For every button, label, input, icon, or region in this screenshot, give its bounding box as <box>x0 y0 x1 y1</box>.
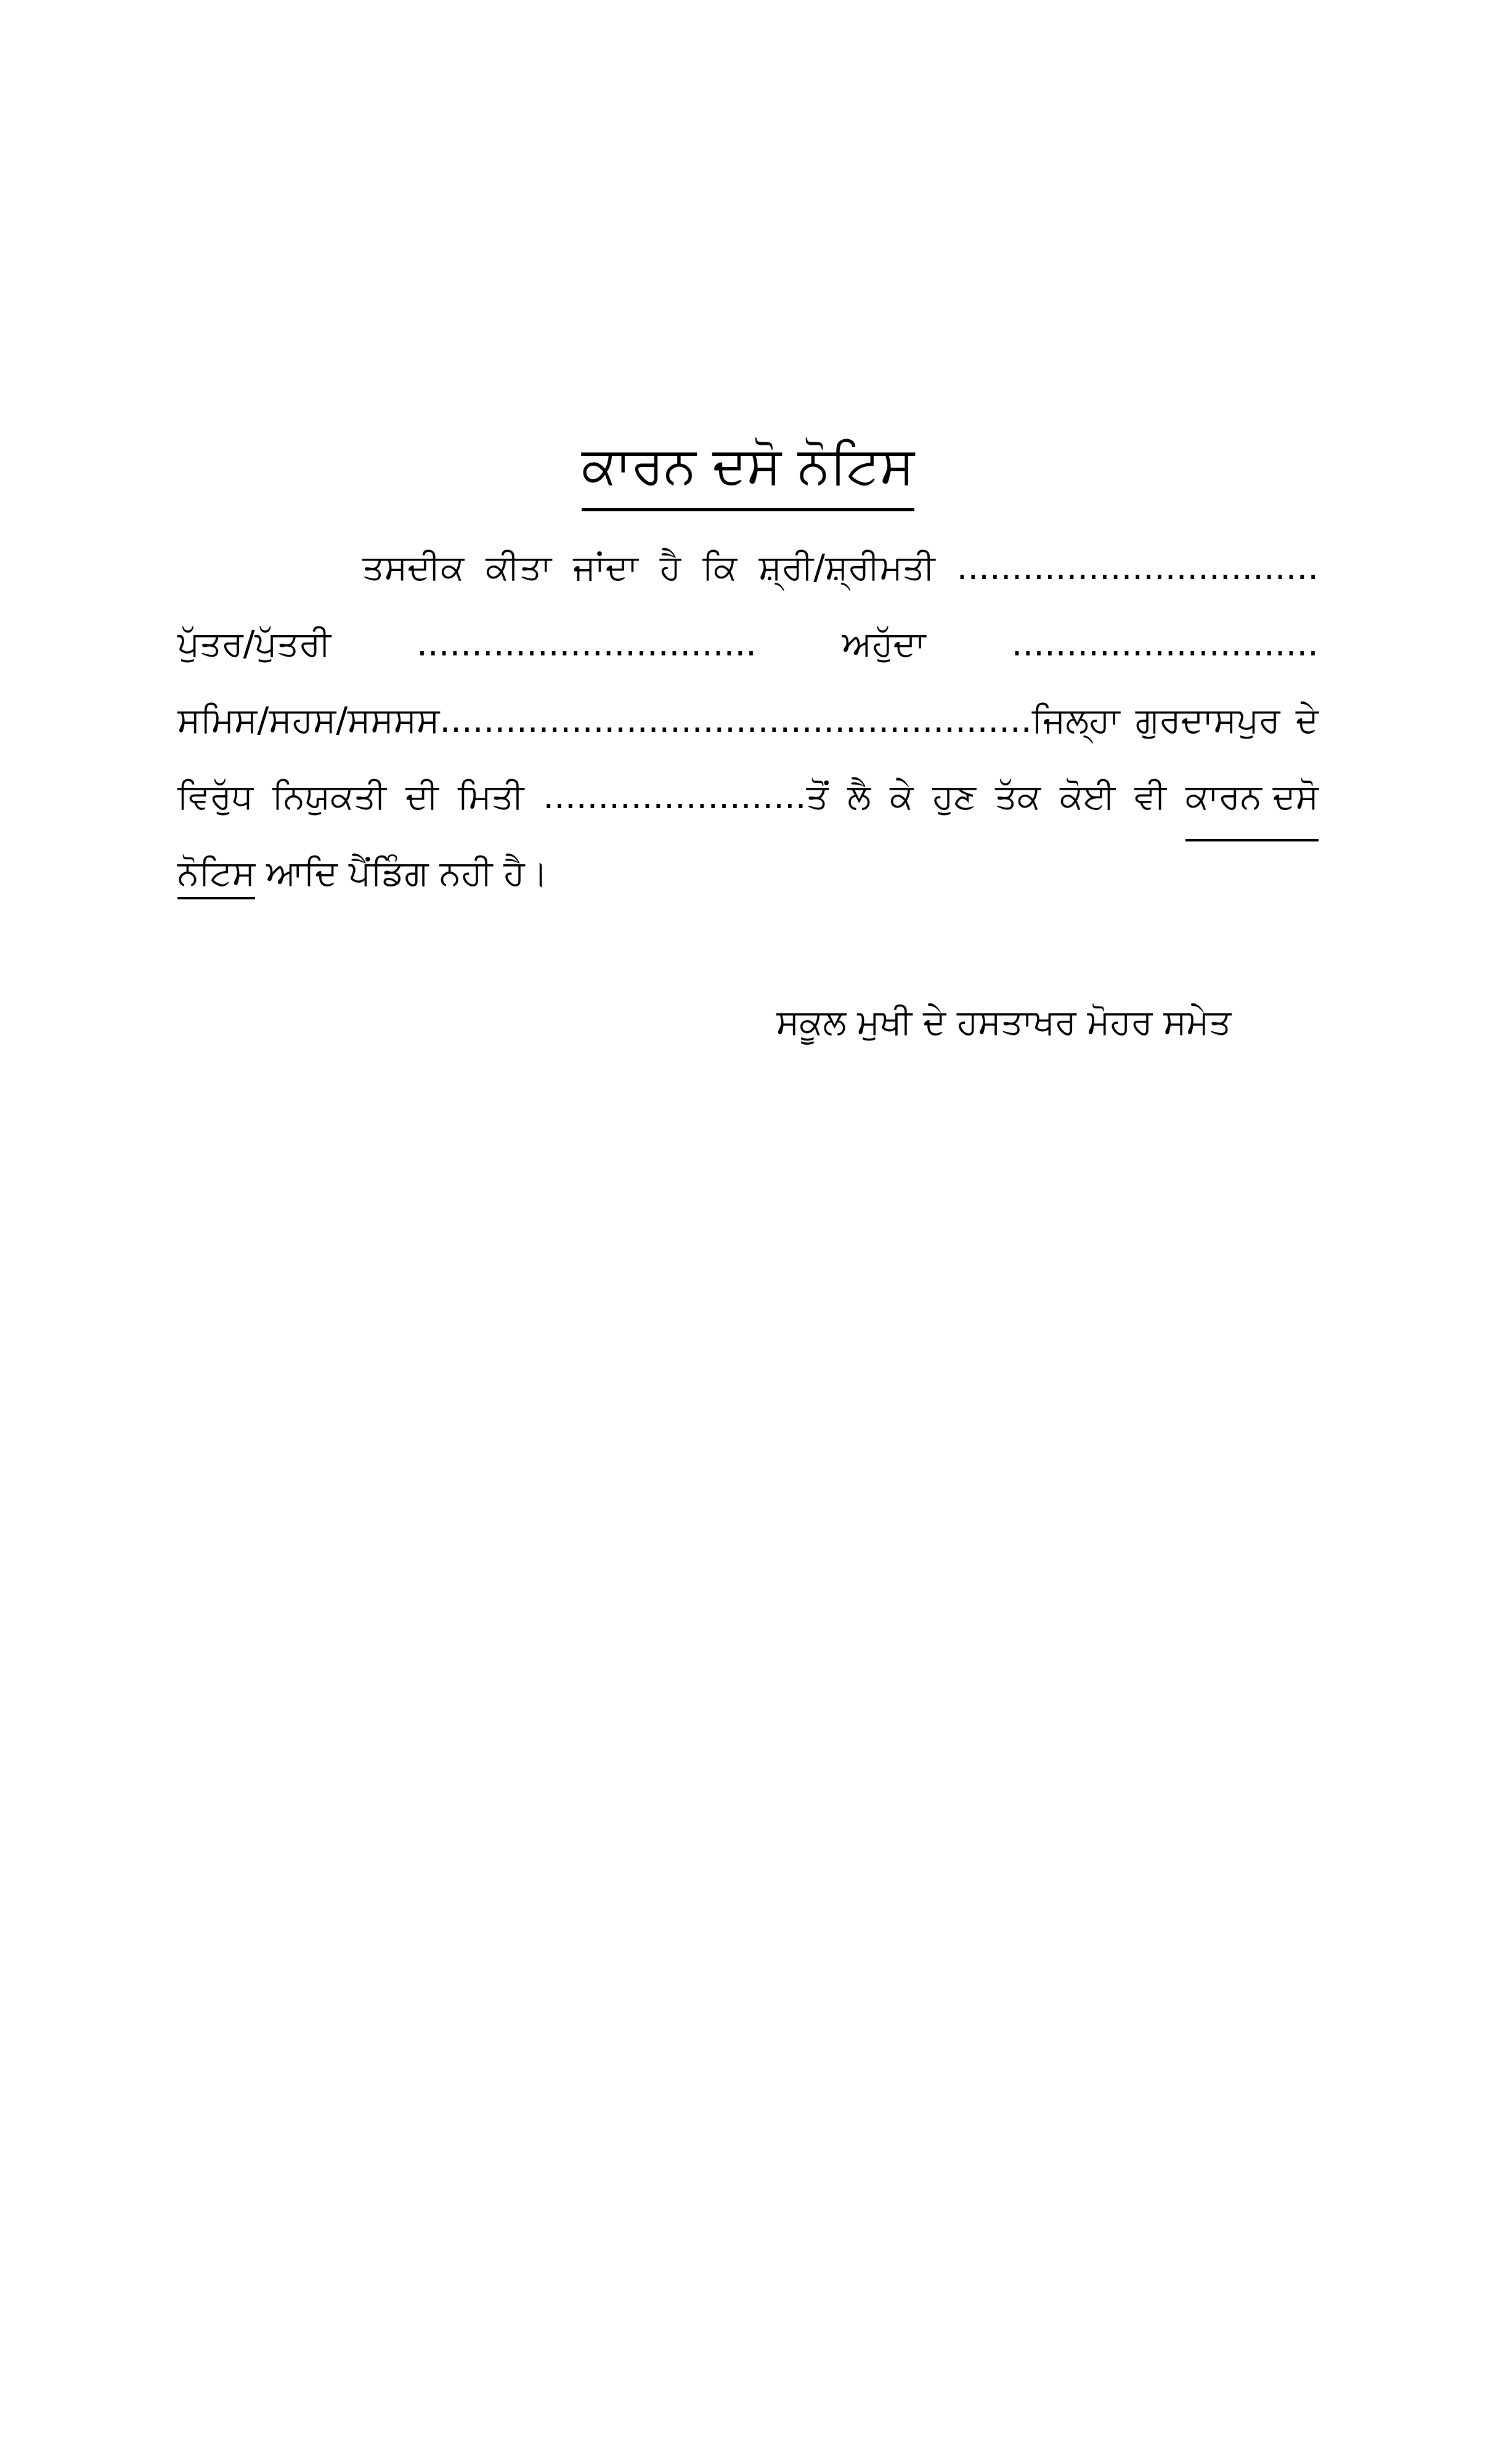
line2-word: ਪੁੱਤਰ/ਪੁੱਤਰੀ <box>177 624 331 664</box>
line4-word: ਹੁਣ <box>932 777 977 817</box>
body-line-5 <box>177 835 1319 912</box>
line1-word: ਸ਼੍ਰੀ/ਸ਼੍ਰੀਮਤੀ <box>758 548 935 588</box>
body-line-1 <box>177 530 1319 606</box>
line1-word: ਹੈ <box>659 548 681 588</box>
line4-word: ਵੀ <box>1134 777 1166 817</box>
line3-word: ਗੁਰਦਾਸਪੁਰ <box>1135 700 1280 740</box>
signature-line: ਸਕੂਲ ਮੁਖੀ ਦੇ ਹਸਤਾਖਰ ਮੋਹਰ ਸਮੇਤ <box>776 1002 1232 1042</box>
underlined-word: ਨੋਟਿਸ <box>177 853 255 899</box>
line4-word: ਮਿਤੀ <box>457 777 524 817</box>
line1-word: ਕਿ <box>702 548 738 588</box>
school-blank: ਸਮਿਸ/ਸਹਸ/ਸਸਸਸ......................................................ਜਿਲ੍ਹਾ <box>177 700 1120 740</box>
body-line-2 <box>177 606 1319 683</box>
body-line-4 <box>177 759 1319 835</box>
underlined-phrase: ਕਾਰਨ ਦਸੋ <box>1185 759 1319 841</box>
line1-word: ਜਾਂਦਾ <box>573 548 638 588</box>
line4-word: ਕੋਈ <box>1059 777 1116 817</box>
line4-word: ਲੈ <box>847 777 871 817</box>
line4-word: ਨਿਯੁਕਤੀ <box>272 777 387 817</box>
line3-word: ਦੇ <box>1295 700 1319 740</box>
line5-rest: ਆਦਿ ਪੈਂਡਿੰਗ ਨਹੀ ਹੈ। <box>266 853 548 893</box>
line4-word: ਕੇ <box>890 777 914 817</box>
line1-word: ਤਸਦੀਕ <box>362 548 465 588</box>
notice-body <box>177 530 1319 912</box>
line1-word: ਕੀਤਾ <box>486 548 552 588</box>
line4-word: ਤੱਕ <box>994 777 1041 817</box>
line4-word: ਵਿਰੁੱਧ <box>177 777 254 817</box>
designation-blank: ............................ <box>1011 624 1319 664</box>
body-line-3 <box>177 683 1319 759</box>
parent-blank: ............................... <box>417 624 757 664</box>
notice-title <box>0 428 1496 511</box>
name-blank: ................................. <box>956 548 1319 588</box>
line4-word: ਦੀ <box>405 777 439 817</box>
date-blank: ........................ਤੋਂ <box>543 777 829 817</box>
line2-word: ਅਹੁੱਦਾ <box>842 624 926 664</box>
notice-title-text: ਕਾਰਨ ਦਸੋ ਨੋਟਿਸ <box>582 428 914 511</box>
